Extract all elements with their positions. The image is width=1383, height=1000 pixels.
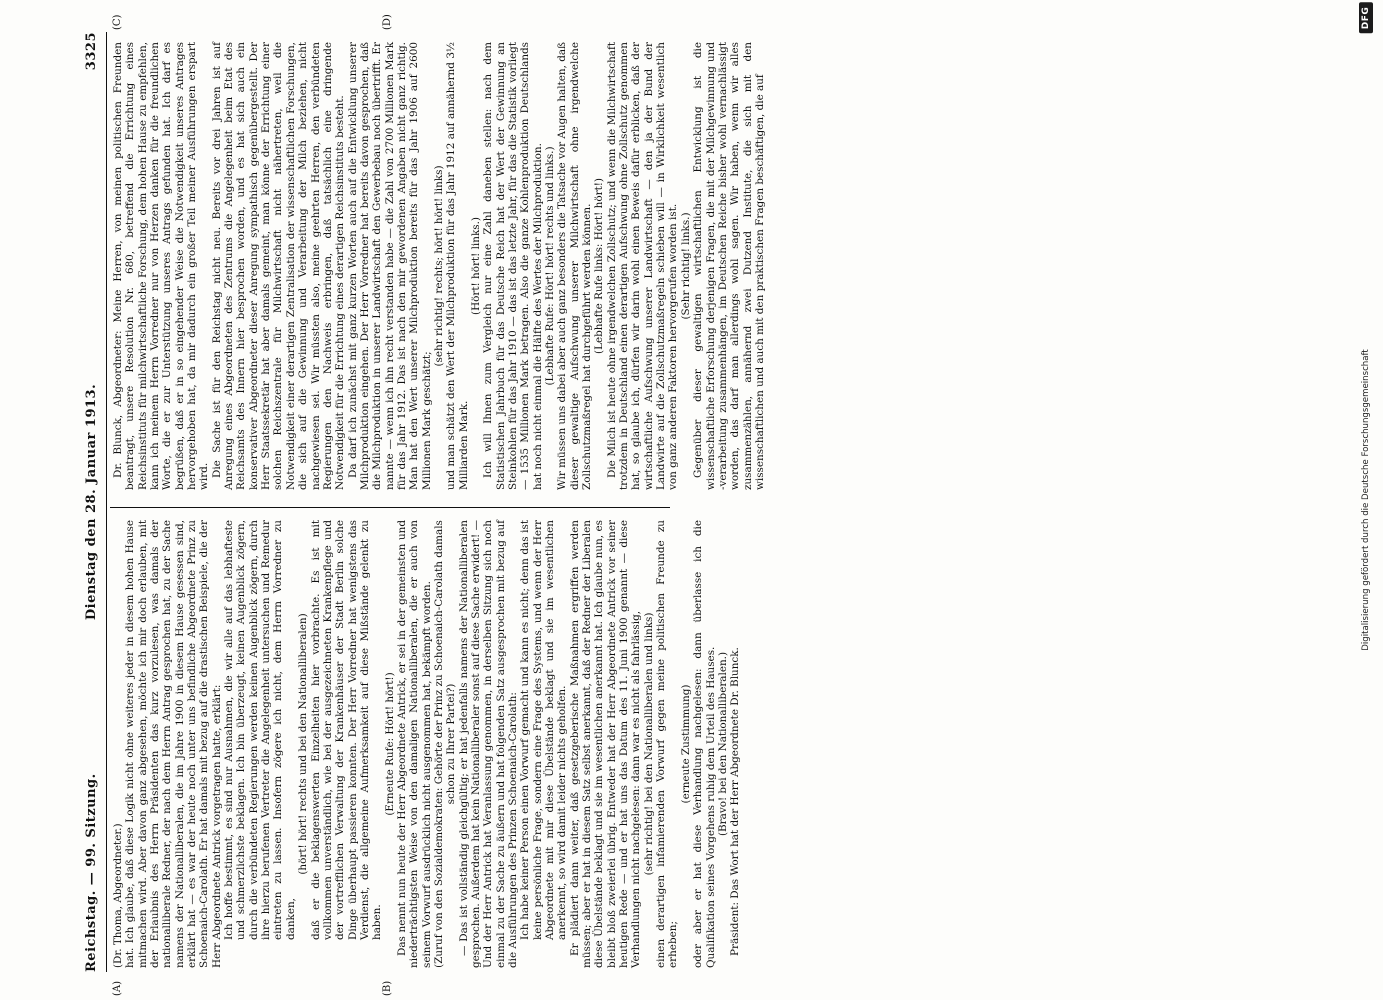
interjection: (Erneute Rufe: Hört! hört!): [383, 672, 396, 816]
page-number: 3325: [84, 32, 99, 71]
speaker-continuation: (Dr. Thoma, Abgeordneter.): [112, 823, 124, 968]
margin-marker-b: (B): [382, 980, 393, 996]
header-left: Reichstag. — 99. Sitzung.: [84, 773, 99, 972]
document-page: [82, 14, 766, 996]
interjection: (Hört! hört! links.): [469, 217, 482, 315]
paragraph: oder aber er hat diese Verhandlung nachgelesen: dann überlasse ich die Qualifikation seines Vorgehens ruhig dem Urteil des Hauses.: [692, 520, 717, 968]
interjection: (sehr richtig! rechts; hört! hört! links): [432, 165, 445, 367]
interjection: (Sehr richtig! links.): [679, 212, 692, 320]
interjection: (hört! hört! rechts und bei den Nationalliberalen): [297, 613, 310, 875]
paragraph: hat. Ich glaube, daß diese Logik nicht ohne weiteres jeder in diesem hohen Hause mitmachen wird. Aber davon ganz abgesehen, möchte ich mir doch erlauben, mit der Erlaubnis des Herrn Präsidenten das kurz vorzulesen, was damals der nationalliberale Redner, der nach dem Herrn Antrag gesprochen hat, zu der Sache namens der Nationalliberalen, die im Jahre 1900 in diesem Hause gesessen sind, erklärt hat — es war der heute noch unter uns befindliche Abgeordnete Prinz zu Schoenaich-Carolath. Er hat damals mit bezug auf die drastischen Beispiele, die der Herr Abgeordnete Antrick vorgetragen hatte, erklärt:: [124, 520, 223, 968]
running-header: [82, 32, 106, 972]
paragraph: einen derartigen infamierenden Vorwurf gegen meine politischen Freunde zu erheben;: [655, 520, 680, 968]
paragraph: — Das ist vollständig gleichgültig; er hat jedenfalls namens der Nationalliberalen gesprochen. Außerdem hat kein Nationalliberaler sonst auf diese Sache erwidert! — Und der Herr Antrick hat Veranlassung genommen, in derselben Sitzung sich noch einmal zu der Sache zu äußern und hat folgenden Satz ausgesprochen mit bezug auf die Ausführungen des Prinzen Schoenaich-Carolath:: [457, 520, 519, 968]
quotation: daß er die beklagenswerten Einzelheiten hier vorbrachte. Es ist mit vollkommen unverständlich, wie bei der ausgezeichneten Krankenpflege und der vortrefflichen Verwaltung der Krankenhäuser der Stadt Berlin solche Dinge überhaupt passieren konnten. Der Herr Vorredner hat wenigstens das Verdienst, die allgemeine Aufmerksamkeit auf diese Mißstände gelenkt zu haben.: [309, 520, 384, 940]
paragraph: und man schätzt den Wert der Milchproduktion für das Jahr 1912 auf annähernd 3½ Milliarden Mark.: [445, 42, 470, 490]
header-rule: [106, 32, 107, 972]
paragraph: Die Milch ist heute ohne irgendwelchen Zollschutz; und wenn die Milchwirtschaft trotzdem in Deutschland einen derartigen Aufschwung ohne Zollschutz genommen hat, so glaube ich, dürfen wir darin wohl einen Beweis dafür erblicken, daß der wirtschaftliche Aufschwung unserer Landwirtschaft — den ja der Bund der Landwirte auf die Zollschutzmaßregeln schieben will — in Wirklichkeit wesentlich von ganz anderen Faktoren hervorgerufen worden ist.: [605, 42, 680, 490]
speech-opening: Dr. Blunck, Abgeordneter: Meine Herren, von meinen politischen Freunden beantragt, unsere Resolution Nr. 680, betreffend die Errichtung eines Reichsinstituts für milchwirtschaftliche Forschung, dem hohen Hause zu empfehlen, kann ich meinem Herrn Vorredner nur von Herzen danken für die freundlichen Worte, die er zur Unterstützung unseres Antrags gefunden hat. Ich darf es begrüßen, daß er in so eingehender Weise die Notwendigkeit unseres Antrages hervorgehoben hat, da mir dadurch ein großer Teil meiner Ausführungen erspart wird.: [112, 42, 211, 490]
paragraph: Er plädiert dann weiter, daß gesetzgeberische Maßnahmen ergriffen werden müssen; aber er hat in diesem Satz selbst anerkannt, daß der Redner der Liberalen diese Übelstände beklagt und sie im wesentlichen anerkannt hat. Ich glaube nun, es bleibt bloß zweierlei übrig. Entweder hat der Herr Abgeordnete Antrick vor seiner heutigen Rede — und er hat uns das Datum des 11. Juni 1900 genannt — diese Verhandlungen nicht nachgelesen: dann war es nicht als fahrlässig,: [568, 520, 643, 968]
margin-marker-d: (D): [382, 14, 393, 30]
paragraph: Die Sache ist für den Reichstag nicht neu. Bereits vor drei Jahren ist auf Anregung eines Abgeordneten des Zentrums die Angelegenheit beim Etat des Reichsamts des Innern hier besprochen worden, und es hat sich auch ein konservativer Abgeordneter dieser Anregung sympathisch gegenübergestellt. Der Herr Staatssekretär hat aber damals gemeint, man könne der Errichtung einer solchen Reichszentrale für Milchwirtschaft nicht nähertreten, weil die Notwendigkeit einer derartigen Zentralisation der wissenschaftlichen Forschungen, die sich auf die Gewinnung und Verarbeitung der Milch beziehen, nicht nachgewiesen sei. Wir müssten also, meine geehrten Herren, den verbündeten Regierungen den Nachweis erbringen, daß tatsächlich eine dringende Notwendigkeit für die Errichtung eines derartigen Reichsinstituts besteht.: [210, 42, 347, 490]
interjection: (sehr richtig! bei den Nationalliberalen und links): [642, 612, 655, 876]
margin-marker-a: (A): [112, 980, 123, 996]
quotation: Ich hoffe bestimmt, es sind nur Ausnahmen, die wir alle auf das lebhafteste und schmerzlichste beklagen. Ich bin überzeugt, keinen Augenblick zögern, durch die verbündeten Regierungen werden keinen Augenblick zögern, durch ihre hierzu berufenen Vertreter die Angelegenheit untersuchen und Remedur eintreten zu lassen. Insofern zögere ich nicht, dem Herrn Vorredner zu danken,: [223, 520, 297, 940]
paragraph: Ich will Ihnen zum Vergleich nur eine Zahl daneben stellen: nach dem Statistischen Jahrbuch für das Deutsche Reich hat der Wert der Gewinnung an Steinkohlen für das Jahr 1910 — das ist das letzte Jahr, für das die Statistik vorliegt — 1535 Millionen Mark betragen. Also die ganze Kohlenproduktion Deutschlands hat noch nicht einmal die Hälfte des Wertes der Milchproduktion.: [482, 42, 544, 490]
president-remark: Präsident: Das Wort hat der Herr Abgeordnete Dr. Blunck.: [729, 647, 742, 956]
dfg-logo: DFG: [1359, 3, 1373, 34]
margin-marker-c: (C): [112, 14, 123, 30]
interjection: (Lebhafte Rufe links: Hört! hört!): [593, 178, 606, 354]
digitization-note: Digitalisierung gefördert durch die Deutsche Forschungsgemeinschaft: [1361, 349, 1371, 651]
paragraph: Da darf ich zunächst mit ganz kurzen Worten auch auf die Entwicklung unserer Milchproduktion eingehen. Der Herr Vorredner hat bereits davon gesprochen, daß die Milchproduktion in unserer Landwirtschaft den Gewerbebau noch übertrifft. Er nannte — wenn ich ihn recht verstanden habe — die Zahl von 2700 Millionen Mark für das Jahr 1912. Das ist nach den mir gewordenen Angaben nicht ganz richtig. Man hat den Wert unserer Milchproduktion bereits für das Jahr 1906 auf 2600 Millionen Mark geschätzt;: [346, 42, 433, 490]
interjection: (Lebhafte Rufe: Hört! hört! rechts und links.): [544, 146, 557, 386]
left-column: [112, 520, 742, 968]
quotation: Ich habe keiner Person einen Vorwurf gemacht und kann es nicht; denn das ist keine persönliche Frage, sondern eine Frage des Systems, und wenn der Herr Abgeordnete mit mir diese Übelstände beklagt und sie im wesentlichen anerkennt, so wird damit leider nichts geholfen.: [519, 520, 569, 940]
interjection: (Bravo! bei den Nationalliberalen.): [716, 651, 729, 837]
right-column: [112, 42, 766, 490]
paragraph: Gegenüber dieser gewaltigen wirtschaftlichen Entwicklung ist die wissenschaftliche Erforschung derjenigen Fragen, die mit der Milchgewinnung und -verarbeitung zusammenhängen, im Deutschen Reiche bisher wohl vernachlässigt worden, das darf man allerdings wohl sagen. Wir haben, wenn wir alles zusammenzählen, annähernd zwei Dutzend Institute, die sich mit den wissenschaftlichen und auch mit den praktischen Fragen beschäftigen, die auf: [692, 42, 766, 490]
interjection: (erneute Zustimmung): [679, 684, 692, 804]
paragraph: Wir müssen uns dabei aber auch ganz besonders die Tatsache vor Augen halten, daß dieser gewaltige Aufschwung unserer Milchwirtschaft ohne irgendwelche Zollschutzmaßregel hat durchgeführt werden können.: [556, 42, 594, 490]
column-divider: [110, 507, 670, 508]
header-date: Dienstag den 28. Januar 1913.: [84, 383, 99, 621]
paragraph: Das nennt nun heute der Herr Abgeordnete Antrick, er sei in der gemeinsten und niederträchtigsten Weise von den damaligen Nationalliberalen, die er auch von seinem Vorwurf ausdrücklich nicht ausgenommen hat, bekämpft worden.: [395, 520, 433, 968]
interjection: (Zuruf von den Sozialdemokraten: Gehörte der Prinz zu Schoenaich-Carolath damals schon zu Ihrer Partei?): [432, 520, 458, 968]
